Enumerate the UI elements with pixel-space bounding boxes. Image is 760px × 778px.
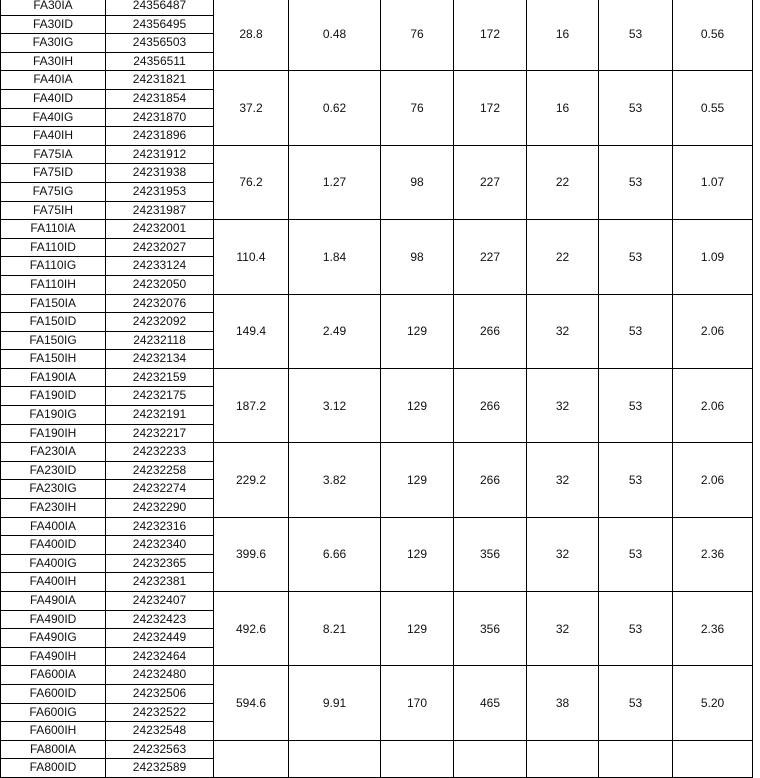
value-col-3: 76 [381, 71, 454, 145]
model-cell: FA30IH [1, 52, 106, 71]
code-cell: 24232407 [106, 592, 214, 611]
value-col-7: 2.06 [673, 443, 753, 517]
value-col-4: 356 [454, 517, 527, 591]
value-col-3: 170 [381, 666, 454, 740]
table-row [1, 71, 753, 90]
code-cell: 24232001 [106, 220, 214, 239]
value-col-7: 5.20 [673, 666, 753, 740]
model-cell: FA110IA [1, 220, 106, 239]
value-col-2: 3.82 [289, 443, 381, 517]
model-cell: FA150ID [1, 313, 106, 332]
code-cell: 24231821 [106, 71, 214, 90]
code-cell: 24232290 [106, 499, 214, 518]
value-col-6: 53 [599, 71, 673, 145]
value-col-7: 0.55 [673, 71, 753, 145]
table-row [1, 368, 753, 387]
value-col-2: 6.66 [289, 517, 381, 591]
model-cell: FA40IH [1, 127, 106, 146]
model-cell: FA40IA [1, 71, 106, 90]
table-row [1, 145, 753, 164]
code-cell: 24232274 [106, 480, 214, 499]
value-col-7: 0.56 [673, 0, 753, 71]
value-col-1 [214, 740, 289, 777]
value-col-1: 492.6 [214, 592, 289, 666]
value-col-2: 0.62 [289, 71, 381, 145]
model-cell: FA490IA [1, 592, 106, 611]
model-cell: FA490ID [1, 610, 106, 629]
model-cell: FA150IA [1, 294, 106, 313]
model-cell: FA150IG [1, 331, 106, 350]
code-cell: 24232548 [106, 722, 214, 741]
model-cell: FA110IG [1, 257, 106, 276]
value-col-4: 172 [454, 71, 527, 145]
value-col-7: 2.36 [673, 592, 753, 666]
value-col-4: 227 [454, 145, 527, 219]
value-col-1: 594.6 [214, 666, 289, 740]
value-col-3: 76 [381, 0, 454, 71]
code-cell: 24232423 [106, 610, 214, 629]
model-cell: FA190IA [1, 368, 106, 387]
value-col-5: 32 [527, 368, 599, 442]
model-cell: FA400IH [1, 573, 106, 592]
model-cell: FA30IG [1, 34, 106, 53]
value-col-5: 16 [527, 0, 599, 71]
table-row [1, 294, 753, 313]
model-cell: FA800ID [1, 759, 106, 778]
code-cell: 24356503 [106, 34, 214, 53]
model-cell: FA190IG [1, 406, 106, 425]
code-cell: 24232464 [106, 647, 214, 666]
table-row [1, 740, 753, 759]
value-col-3: 129 [381, 294, 454, 368]
code-cell: 24232365 [106, 554, 214, 573]
value-col-4 [454, 740, 527, 777]
model-cell: FA190IH [1, 424, 106, 443]
value-col-2: 1.27 [289, 145, 381, 219]
value-col-5: 38 [527, 666, 599, 740]
value-col-7: 1.09 [673, 220, 753, 294]
value-col-3: 129 [381, 592, 454, 666]
value-col-5: 22 [527, 145, 599, 219]
value-col-6 [599, 740, 673, 777]
value-col-5: 22 [527, 220, 599, 294]
code-cell: 24356487 [106, 0, 214, 15]
code-cell: 24232027 [106, 238, 214, 257]
code-cell: 24232118 [106, 331, 214, 350]
code-cell: 24232340 [106, 536, 214, 555]
model-cell: FA110IH [1, 275, 106, 294]
value-col-1: 229.2 [214, 443, 289, 517]
model-cell: FA600IA [1, 666, 106, 685]
value-col-6: 53 [599, 145, 673, 219]
model-cell: FA600ID [1, 684, 106, 703]
value-col-5 [527, 740, 599, 777]
code-cell: 24356511 [106, 52, 214, 71]
code-cell: 24232449 [106, 629, 214, 648]
model-cell: FA230IH [1, 499, 106, 518]
value-col-4: 266 [454, 294, 527, 368]
model-cell: FA150IH [1, 350, 106, 369]
value-col-5: 32 [527, 592, 599, 666]
code-cell: 24356495 [106, 15, 214, 34]
model-cell: FA75ID [1, 164, 106, 183]
value-col-7 [673, 740, 753, 777]
code-cell: 24232175 [106, 387, 214, 406]
value-col-5: 32 [527, 294, 599, 368]
value-col-6: 53 [599, 517, 673, 591]
model-cell: FA400IA [1, 517, 106, 536]
code-cell: 24232233 [106, 443, 214, 462]
value-col-7: 2.06 [673, 368, 753, 442]
value-col-2: 8.21 [289, 592, 381, 666]
value-col-7: 1.07 [673, 145, 753, 219]
table-row [1, 0, 753, 15]
model-cell: FA75IG [1, 182, 106, 201]
code-cell: 24232134 [106, 350, 214, 369]
code-cell: 24232316 [106, 517, 214, 536]
value-col-4: 266 [454, 368, 527, 442]
value-col-4: 356 [454, 592, 527, 666]
model-cell: FA30ID [1, 15, 106, 34]
value-col-5: 32 [527, 443, 599, 517]
model-cell: FA400IG [1, 554, 106, 573]
model-cell: FA800IA [1, 740, 106, 759]
code-cell: 24231987 [106, 201, 214, 220]
code-cell: 24231953 [106, 182, 214, 201]
table-row [1, 592, 753, 611]
value-col-2: 1.84 [289, 220, 381, 294]
code-cell: 24233124 [106, 257, 214, 276]
value-col-4: 172 [454, 0, 527, 71]
value-col-5: 32 [527, 517, 599, 591]
model-cell: FA75IH [1, 201, 106, 220]
model-cell: FA110ID [1, 238, 106, 257]
model-cell: FA400ID [1, 536, 106, 555]
value-col-4: 266 [454, 443, 527, 517]
code-cell: 24231870 [106, 108, 214, 127]
value-col-3 [381, 740, 454, 777]
model-cell: FA600IG [1, 703, 106, 722]
code-cell: 24232506 [106, 684, 214, 703]
value-col-6: 53 [599, 220, 673, 294]
value-col-6: 53 [599, 443, 673, 517]
model-cell: FA230ID [1, 461, 106, 480]
code-cell: 24232050 [106, 275, 214, 294]
code-cell: 24232258 [106, 461, 214, 480]
value-col-6: 53 [599, 666, 673, 740]
code-cell: 24231896 [106, 127, 214, 146]
value-col-6: 53 [599, 0, 673, 71]
table-row [1, 220, 753, 239]
value-col-1: 76.2 [214, 145, 289, 219]
value-col-1: 28.8 [214, 0, 289, 71]
value-col-5: 16 [527, 71, 599, 145]
value-col-1: 187.2 [214, 368, 289, 442]
model-cell: FA30IA [1, 0, 106, 15]
value-col-6: 53 [599, 294, 673, 368]
value-col-6: 53 [599, 592, 673, 666]
value-col-2 [289, 740, 381, 777]
value-col-3: 98 [381, 220, 454, 294]
code-cell: 24232076 [106, 294, 214, 313]
value-col-1: 110.4 [214, 220, 289, 294]
value-col-3: 129 [381, 517, 454, 591]
value-col-2: 2.49 [289, 294, 381, 368]
table-row [1, 443, 753, 462]
value-col-3: 129 [381, 368, 454, 442]
code-cell: 24232092 [106, 313, 214, 332]
model-cell: FA190ID [1, 387, 106, 406]
model-cell: FA490IG [1, 629, 106, 648]
value-col-2: 0.48 [289, 0, 381, 71]
value-col-7: 2.06 [673, 294, 753, 368]
code-cell: 24231938 [106, 164, 214, 183]
code-cell: 24232522 [106, 703, 214, 722]
value-col-7: 2.36 [673, 517, 753, 591]
code-cell: 24232589 [106, 759, 214, 778]
model-cell: FA230IG [1, 480, 106, 499]
code-cell: 24232480 [106, 666, 214, 685]
code-cell: 24231854 [106, 89, 214, 108]
value-col-1: 399.6 [214, 517, 289, 591]
model-cell: FA40ID [1, 89, 106, 108]
value-col-1: 149.4 [214, 294, 289, 368]
code-cell: 24232191 [106, 406, 214, 425]
value-col-4: 465 [454, 666, 527, 740]
model-cell: FA75IA [1, 145, 106, 164]
model-cell: FA230IA [1, 443, 106, 462]
code-cell: 24231912 [106, 145, 214, 164]
value-col-3: 129 [381, 443, 454, 517]
code-cell: 24232563 [106, 740, 214, 759]
table-row [1, 517, 753, 536]
value-col-2: 9.91 [289, 666, 381, 740]
model-cell: FA40IG [1, 108, 106, 127]
value-col-2: 3.12 [289, 368, 381, 442]
value-col-1: 37.2 [214, 71, 289, 145]
code-cell: 24232159 [106, 368, 214, 387]
table-row [1, 666, 753, 685]
model-cell: FA600IH [1, 722, 106, 741]
model-cell: FA490IH [1, 647, 106, 666]
value-col-6: 53 [599, 368, 673, 442]
code-cell: 24232381 [106, 573, 214, 592]
code-cell: 24232217 [106, 424, 214, 443]
value-col-3: 98 [381, 145, 454, 219]
value-col-4: 227 [454, 220, 527, 294]
